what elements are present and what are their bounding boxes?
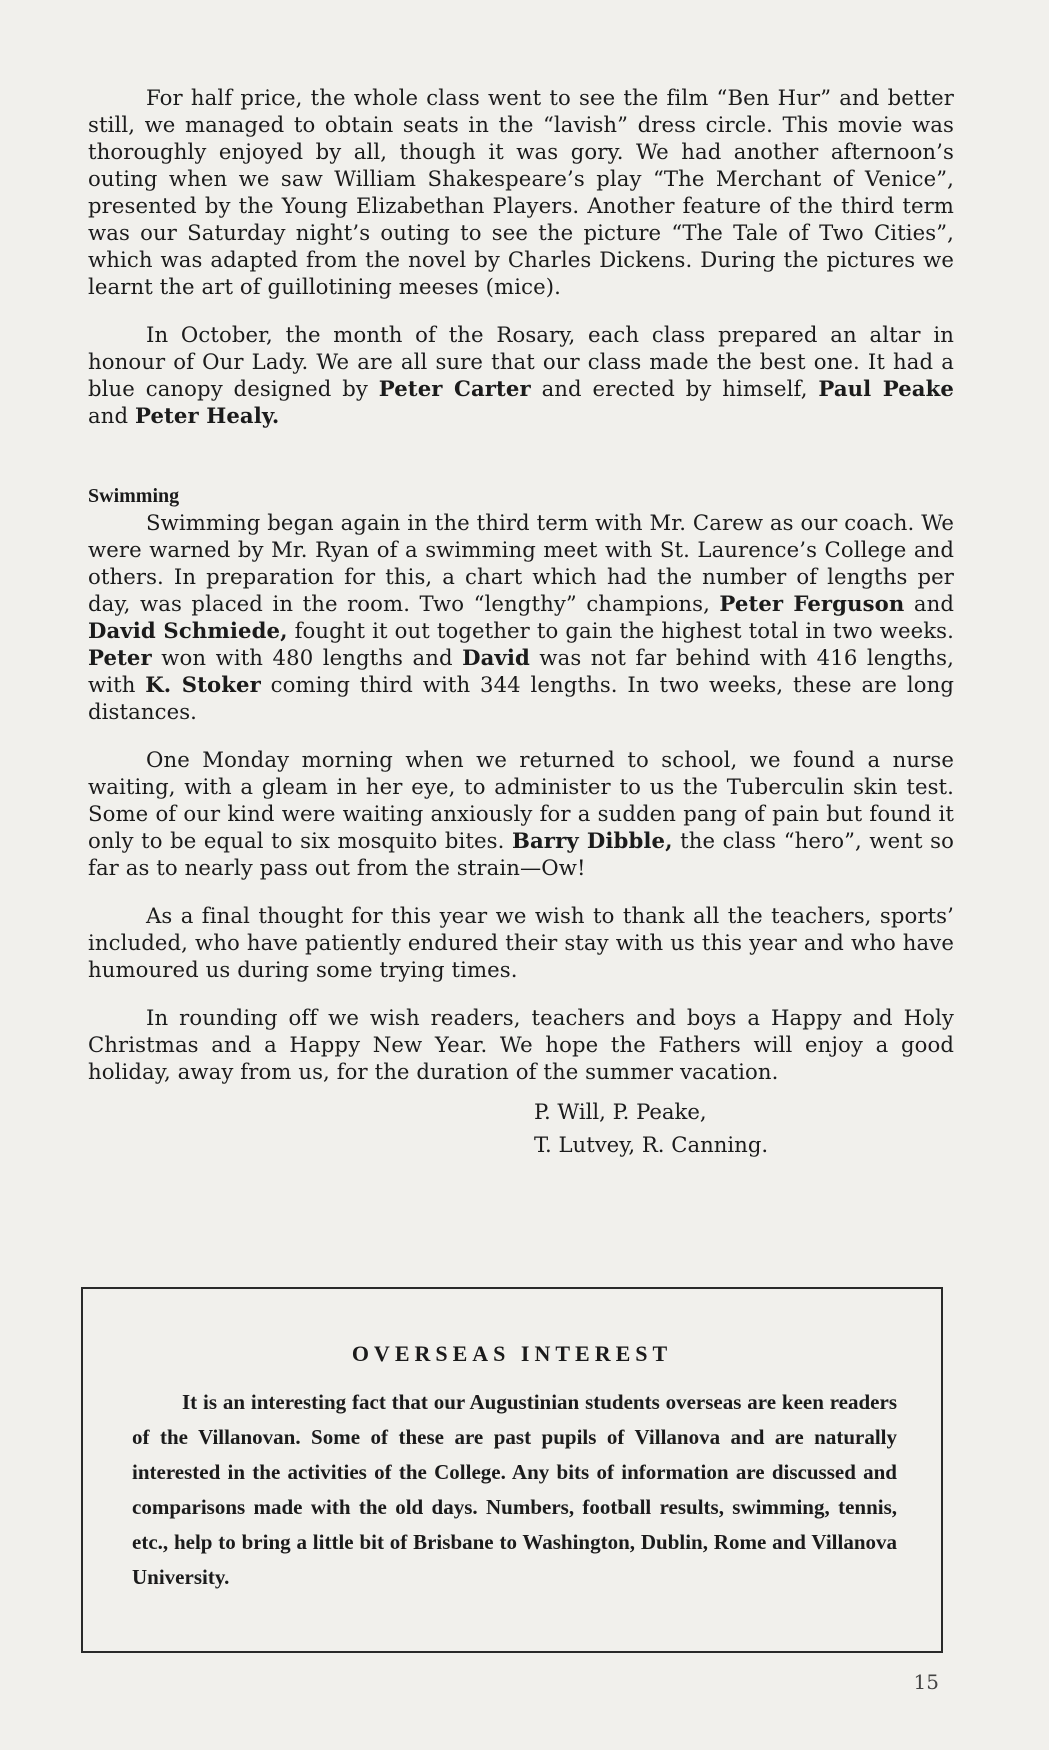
bold-name: K. Stoker [145,672,261,697]
bold-name: David Schmiede, [88,618,288,643]
signoff-line: T. Lutvey, R. Canning. [534,1132,769,1157]
bold-name: Barry Dibble, [511,828,673,853]
overseas-interest-box [81,1287,943,1653]
intro-section [88,84,954,429]
signoff [534,1095,954,1161]
paragraph: For half price, the whole class went to see the film “Ben Hur” and better still, we managed to obtain seats in the “lavish” dress circle. This movie was thoroughly enjoyed by all, though it was gory. We had another afternoon’s outing when we saw William Shakespeare’s play “The Merchant of Venice”, presented by the Young Elizabethan Players. Another feature of the third term was our Saturday night’s outing to see the picture “The Tale of Two Cities”, which was adapted from the novel by Charles Dickens. During the pictures we learnt the art of guillotining meeses (mice). [88,85,954,299]
paragraph: In rounding off we wish readers, teachers and boys a Happy and Holy Christmas and a Happy New Year. We hope the Fathers will enjoy a good holiday, away from us, for the duration of the summer vacation. [88,1005,954,1084]
paragraph: Swimming began again in the third term with Mr. Carew as our coach. We were warned by Mr. Ryan of a swimming meet with St. Laurence’s College and others. In preparation for this, a chart which had the number of lengths per day, was placed in the room. Two “lengthy” champions, Peter Ferguson and David Schmiede, fought it out together to gain the highest total in two weeks. Peter won with 480 lengths and David was not far behind with 416 lengths, with K. Stoker coming third with 344 lengths. In two weeks, these are long distances. [88,510,954,724]
paragraph: As a final thought for this year we wish to thank all the teachers, sports’ included, who have patiently endured their stay with us this year and who have humoured us during some trying times. [88,903,954,982]
bold-name: Peter [88,645,152,670]
bold-name: Peter Carter [378,376,531,401]
bold-name: Peter Healy. [134,403,280,428]
paragraph: One Monday morning when we returned to school, we found a nurse waiting, with a gleam in her eye, to administer to us the Tuberculin skin test. Some of our kind were waiting anxiously for a sudden pang of pain but found it only to be equal to six mosquito bites. Barry Dibble, the class “hero”, went so far as to nearly pass out from the strain—Ow! [88,747,954,880]
bold-name: Peter Ferguson [719,591,905,616]
article-body [88,84,954,1161]
signoff-line: P. Will, P. Peake, [534,1099,707,1124]
box-title: OVERSEAS INTEREST [351,1341,673,1366]
bold-name: Paul Peake [818,376,954,401]
section-heading-swimming: Swimming [88,485,180,507]
box-text: It is an interesting fact that our Augustinian students overseas are keen readers of the Villanovan. Some of these are past pupils of Villanova and are naturally interested in the activities of the College. Any bits of information are discussed and comparisons made with the old days. Numbers, football results, swimming, tennis, etc., help to bring a little bit of Brisbane to Washington, Dublin, Rome and Villanova University. [132,1390,897,1589]
swimming-section [88,509,954,1085]
page-number: 15 [913,1670,939,1694]
paragraph: In October, the month of the Rosary, each class prepared an altar in honour of Our Lady. We are all sure that our class made the best one. It had a blue canopy designed by Peter Carter and erected by himself, Paul Peake and Peter Healy. [88,322,954,428]
bold-name: David [462,645,530,670]
